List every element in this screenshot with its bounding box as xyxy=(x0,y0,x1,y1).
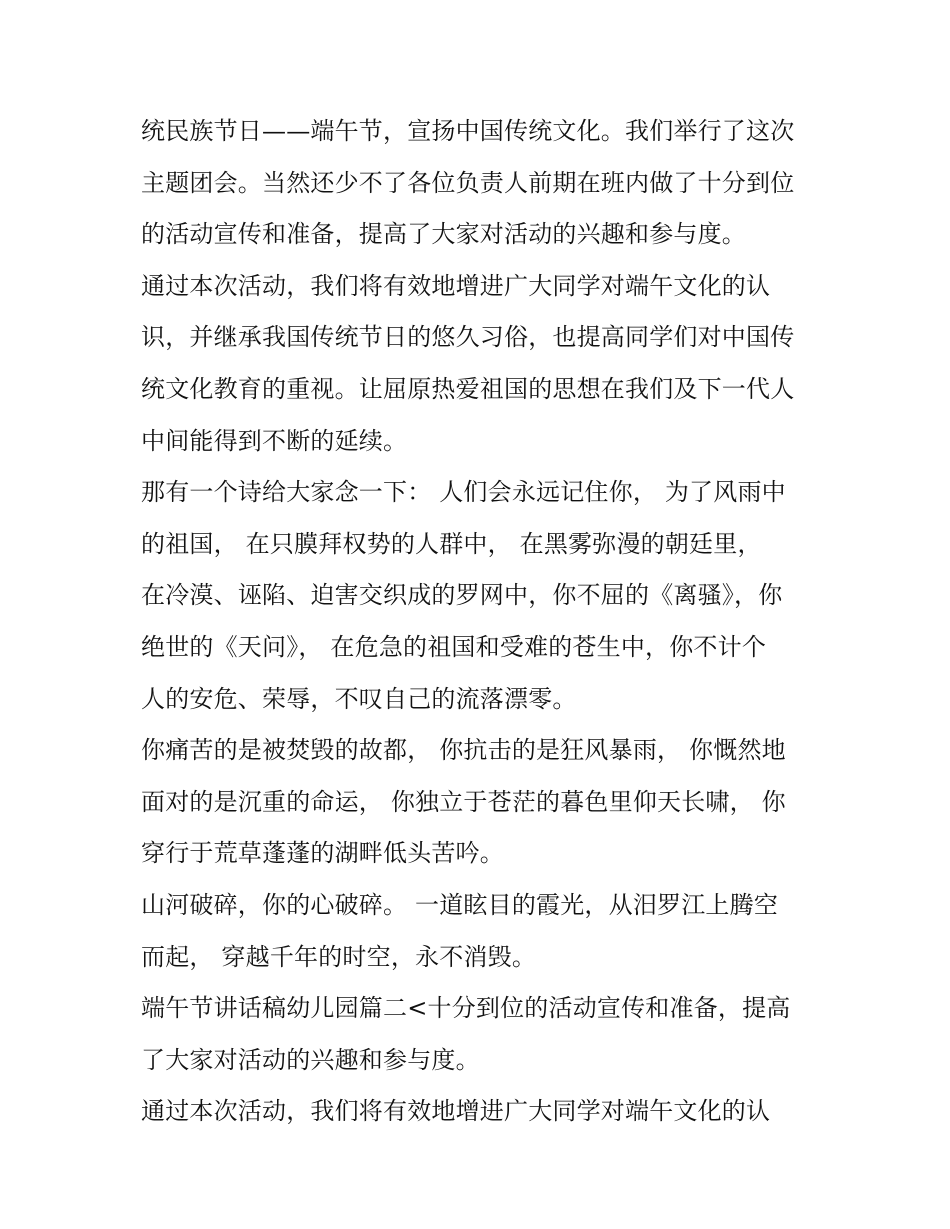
text-line: 面对的是沉重的命运， 你独立于苍茫的暮色里仰天长啸， 你 xyxy=(141,787,786,816)
text-line: 统文化教育的重视。让屈原热爱祖国的思想在我们及下一代人 xyxy=(141,374,795,403)
text-line: 山河破碎，你的心破碎。 一道眩目的霞光，从汨罗江上腾空 xyxy=(141,890,779,919)
text-line: 人的安危、荣辱，不叹自己的流落漂零。 xyxy=(141,684,577,713)
text-line: 中间能得到不断的延续。 xyxy=(141,426,408,455)
text-line: 你痛苦的是被焚毁的故都， 你抗击的是狂风暴雨， 你慨然地 xyxy=(141,736,786,765)
text-line: 的活动宣传和准备，提高了大家对活动的兴趣和参与度。 xyxy=(141,220,746,249)
text-line: 绝世的《天问》， 在危急的祖国和受难的苍生中，你不计个 xyxy=(141,632,767,661)
text-line: 统民族节日——端午节，宣扬中国传统文化。我们举行了这次 xyxy=(141,117,795,145)
text-line: 通过本次活动，我们将有效地增进广大同学对端午文化的认 xyxy=(141,271,771,300)
text-line: 主题团会。当然还少不了各位负责人前期在班内做了十分到位 xyxy=(141,168,795,197)
text-line: 端午节讲话稿幼儿园篇二<十分到位的活动宣传和准备，提高 xyxy=(141,994,791,1023)
text-line: 了大家对活动的兴趣和参与度。 xyxy=(141,1045,480,1074)
text-line: 的祖国， 在只膜拜权势的人群中， 在黑雾弥漫的朝廷里， xyxy=(141,529,762,558)
text-line: 穿行于荒草蓬蓬的湖畔低头苦吟。 xyxy=(141,839,504,868)
text-line: 那有一个诗给大家念一下： 人们会永远记住你， 为了风雨中 xyxy=(141,478,786,507)
text-line: 识，并继承我国传统节日的悠久习俗，也提高同学们对中国传 xyxy=(141,323,795,352)
body-text xyxy=(141,106,821,1138)
text-line: 在冷漠、诬陷、迫害交织成的罗网中，你不屈的《离骚》，你 xyxy=(141,581,783,610)
text-line: 通过本次活动，我们将有效地增进广大同学对端午文化的认 xyxy=(141,1097,771,1126)
text-line: 而起， 穿越千年的时空，永不消毁。 xyxy=(141,942,537,971)
